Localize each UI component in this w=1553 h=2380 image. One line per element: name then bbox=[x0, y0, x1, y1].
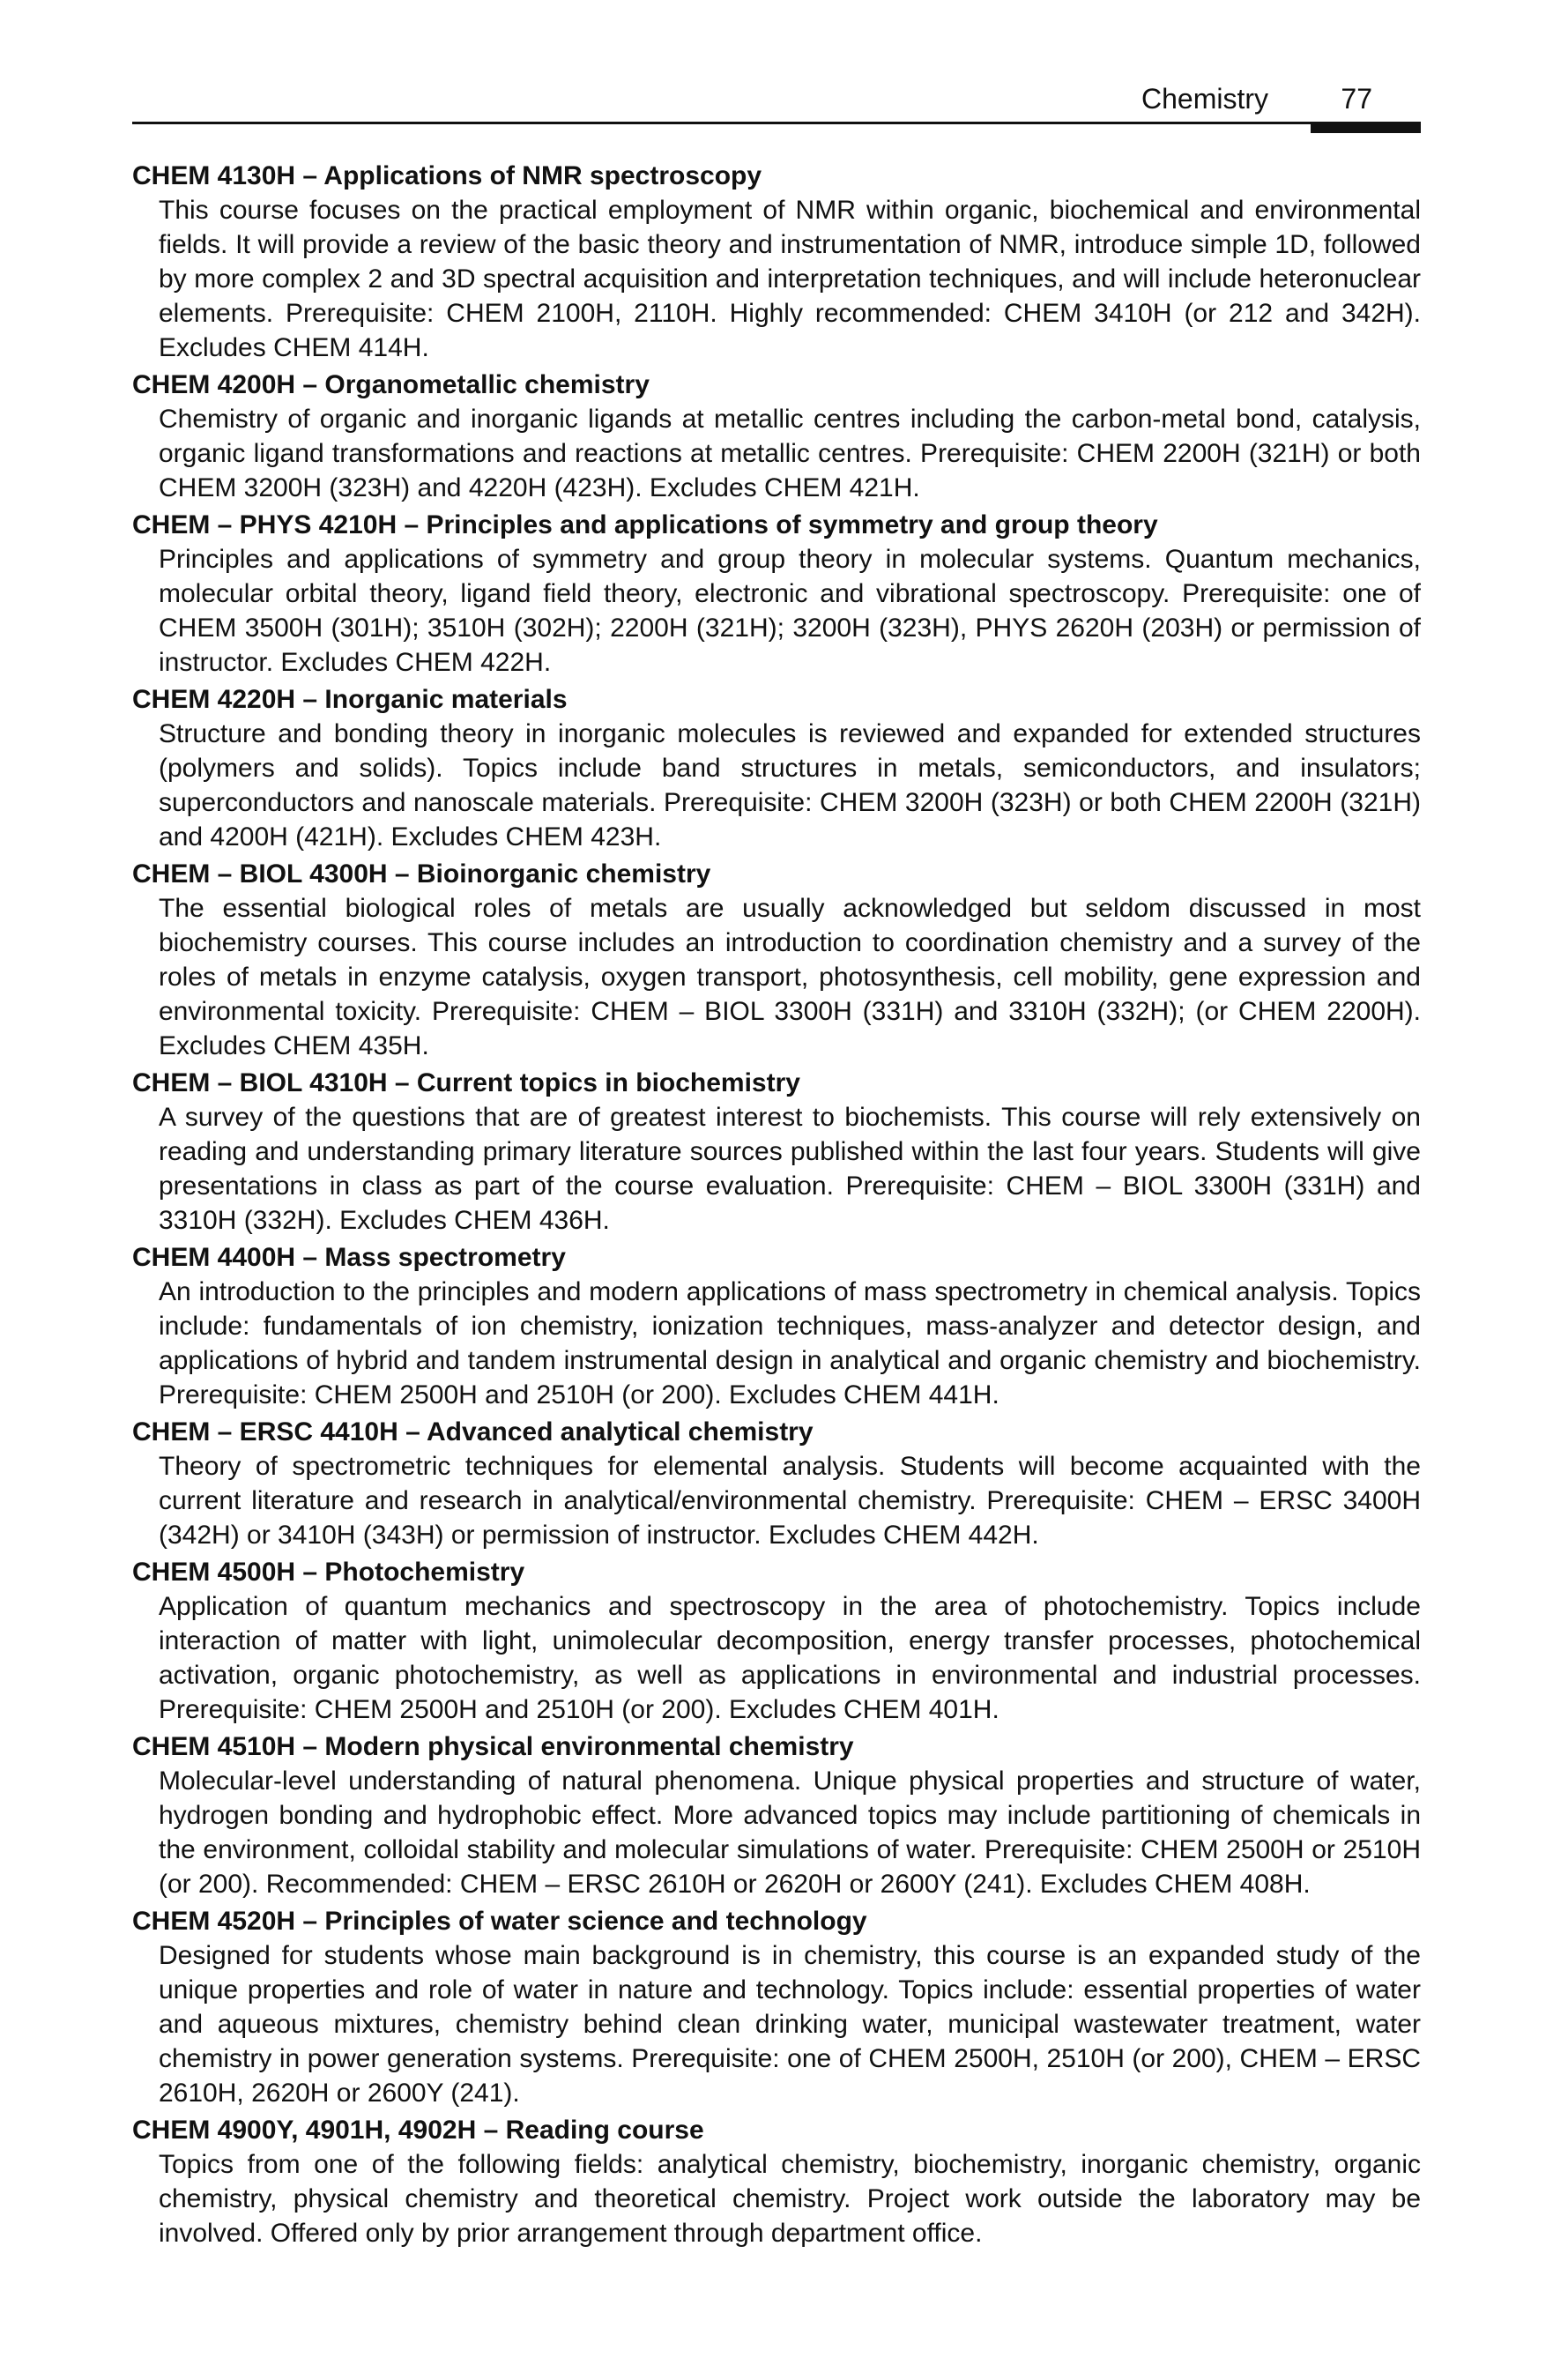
course-title: CHEM – PHYS 4210H – Principles and applications of symmetry and group theory bbox=[132, 510, 1158, 539]
course-list bbox=[132, 159, 1421, 2253]
course-description: A survey of the questions that are of greatest interest to biochemists. This course will rely extensively on reading and understanding primary literature sources published within the last four years. Students will give presentations in class as part of the course evaluation. Prerequisite: CHEM – BIOL 3300H (331H) and 3310H (332H). Excludes CHEM 436H. bbox=[159, 1103, 1421, 1235]
page-tab-marker bbox=[1311, 122, 1421, 133]
course-entry bbox=[132, 368, 1421, 505]
course-description: This course focuses on the practical employment of NMR within organic, biochemical and environmental fields. It will provide a review of the basic theory and instrumentation of NMR, introduce simple 1D, followed by more complex 2 and 3D spectral acquisition and interpretation techniques, and will include heteronuclear elements. Prerequisite: CHEM 2100H, 2110H. Highly recommended: CHEM 3410H (or 212 and 342H). Excludes CHEM 414H. bbox=[159, 196, 1421, 362]
course-description: Application of quantum mechanics and spectroscopy in the area of photochemistry. Topics include interaction of matter with light, unimolecular decomposition, energy transfer processes, photochemical activation, organic photochemistry, as well as applications in environmental and industrial processes. Prerequisite: CHEM 2500H and 2510H (or 200). Excludes CHEM 401H. bbox=[159, 1592, 1421, 1724]
course-entry bbox=[132, 1555, 1421, 1727]
course-description: Molecular-level understanding of natural phenomena. Unique physical properties and structure of water, hydrogen bonding and hydrophobic effect. More advanced topics may include partitioning of chemicals in the environment, colloidal stability and molecular simulations of water. Prerequisite: CHEM 2500H or 2510H (or 200). Recommended: CHEM – ERSC 2610H or 2620H or 2600Y (241). Excludes CHEM 408H. bbox=[159, 1766, 1421, 1899]
page-number: 77 bbox=[1341, 83, 1372, 115]
course-entry bbox=[132, 1904, 1421, 2110]
course-title: CHEM – ERSC 4410H – Advanced analytical chemistry bbox=[132, 1417, 814, 1447]
course-title: CHEM 4900Y, 4901H, 4902H – Reading course bbox=[132, 2116, 704, 2145]
course-title: CHEM 4220H – Inorganic materials bbox=[132, 685, 568, 714]
course-description: Designed for students whose main background is in chemistry, this course is an expanded study of the unique properties and role of water in nature and technology. Topics include: essential properties of water and aqueous mixtures, chemistry behind clean drinking water, municipal wastewater treatment, water chemistry in power generation systems. Prerequisite: one of CHEM 2500H, 2510H (or 200), CHEM – ERSC 2610H, 2620H or 2600Y (241). bbox=[159, 1941, 1421, 2108]
course-description: Principles and applications of symmetry and group theory in molecular systems. Quantum mechanics, molecular orbital theory, ligand field theory, electronic and vibrational spectroscopy. Prerequisite: one of CHEM 3500H (301H); 3510H (302H); 2200H (321H); 3200H (323H), PHYS 2620H (203H) or permission of instructor. Excludes CHEM 422H. bbox=[159, 545, 1421, 677]
course-title: CHEM 4500H – Photochemistry bbox=[132, 1558, 525, 1587]
course-entry bbox=[132, 508, 1421, 680]
running-head bbox=[132, 79, 1421, 122]
course-entry bbox=[132, 1066, 1421, 1238]
course-description: Chemistry of organic and inorganic ligands at metallic centres including the carbon-metal bond, catalysis, organic ligand transformations and reactions at metallic centres. Prerequisite: CHEM 2200H (321H) or both CHEM 3200H (323H) and 4220H (423H). Excludes CHEM 421H. bbox=[159, 405, 1421, 502]
course-title: CHEM 4510H – Modern physical environmental chemistry bbox=[132, 1732, 854, 1761]
course-entry bbox=[132, 2113, 1421, 2250]
course-title: CHEM – BIOL 4300H – Bioinorganic chemistry bbox=[132, 859, 711, 889]
header-rule bbox=[132, 122, 1421, 124]
course-description: The essential biological roles of metals are usually acknowledged but seldom discussed in most biochemistry courses. This course includes an introduction to coordination chemistry and a survey of the roles of metals in enzyme catalysis, oxygen transport, photosynthesis, cell mobility, gene expression and environmental toxicity. Prerequisite: CHEM – BIOL 3300H (331H) and 3310H (332H); (or CHEM 2200H). Excludes CHEM 435H. bbox=[159, 894, 1421, 1060]
course-description: An introduction to the principles and modern applications of mass spectrometry in chemical analysis. Topics include: fundamentals of ion chemistry, ionization techniques, mass-analyzer and detector design, and applications of hybrid and tandem instrumental design in analytical and organic chemistry and biochemistry. Prerequisite: CHEM 2500H and 2510H (or 200). Excludes CHEM 441H. bbox=[159, 1277, 1421, 1409]
course-description: Structure and bonding theory in inorganic molecules is reviewed and expanded for extended structures (polymers and solids). Topics include band structures in metals, semiconductors, and insulators; superconductors and nanoscale materials. Prerequisite: CHEM 3200H (323H) or both CHEM 2200H (321H) and 4200H (421H). Excludes CHEM 423H. bbox=[159, 719, 1421, 852]
course-entry bbox=[132, 857, 1421, 1063]
course-title: CHEM 4130H – Applications of NMR spectroscopy bbox=[132, 161, 762, 190]
course-entry bbox=[132, 159, 1421, 365]
course-title: CHEM 4400H – Mass spectrometry bbox=[132, 1243, 566, 1272]
course-title: CHEM – BIOL 4310H – Current topics in biochemistry bbox=[132, 1068, 800, 1097]
course-title: CHEM 4200H – Organometallic chemistry bbox=[132, 370, 650, 399]
course-entry bbox=[132, 682, 1421, 854]
section-title: Chemistry bbox=[1141, 83, 1268, 115]
course-entry bbox=[132, 1240, 1421, 1412]
course-title: CHEM 4520H – Principles of water science and technology bbox=[132, 1907, 867, 1936]
course-description: Topics from one of the following fields: analytical chemistry, biochemistry, inorganic chemistry, organic chemistry, physical chemistry and theoretical chemistry. Project work outside the laboratory may be involved. Offered only by prior arrangement through department office. bbox=[159, 2150, 1421, 2248]
course-entry bbox=[132, 1415, 1421, 1552]
course-entry bbox=[132, 1729, 1421, 1901]
course-description: Theory of spectrometric techniques for elemental analysis. Students will become acquainted with the current literature and research in analytical/environmental chemistry. Prerequisite: CHEM – ERSC 3400H (342H) or 3410H (343H) or permission of instructor. Excludes CHEM 442H. bbox=[159, 1452, 1421, 1550]
